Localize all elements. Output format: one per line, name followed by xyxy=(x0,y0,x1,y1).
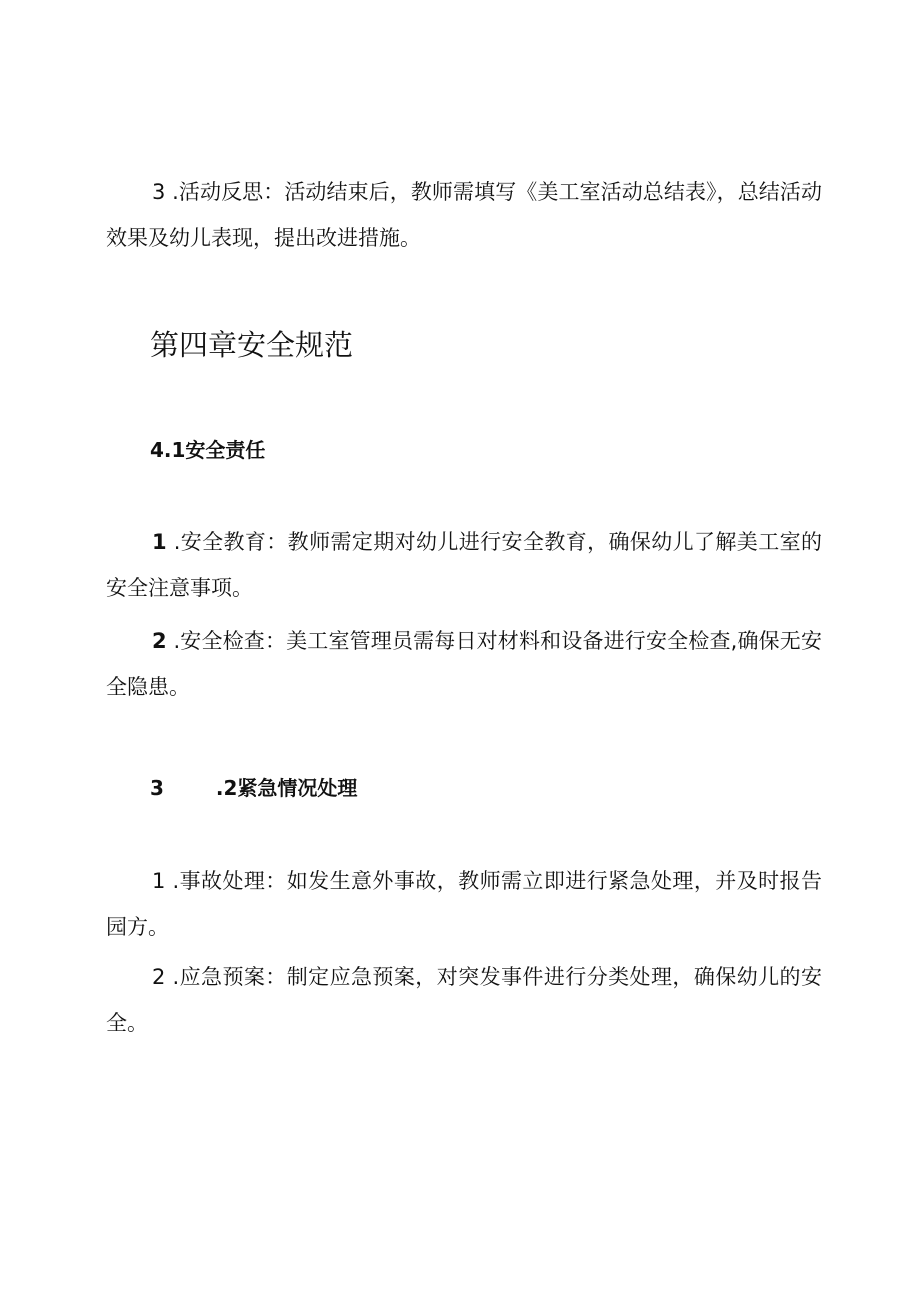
section-number: 3 xyxy=(150,776,164,800)
item-number: 2 xyxy=(152,965,166,989)
paragraph-safety-inspection xyxy=(106,618,822,710)
section-title-safety-responsibility: 4.1安全责任 xyxy=(150,438,266,462)
item-text: .活动反思：活动结束后，教师需填写《美工室活动总结表》，总结活动效果及幼儿表现，提出改进措施。 xyxy=(106,180,822,250)
item-text: .安全教育：教师需定期对幼儿进行安全教育，确保幼儿了解美工室的安全注意事项。 xyxy=(106,530,822,600)
item-number: 2 xyxy=(152,629,167,653)
paragraph-safety-education xyxy=(106,519,822,611)
paragraph-accident-handling xyxy=(106,858,822,950)
section-title-emergency-handling xyxy=(150,773,357,803)
paragraph-activity-reflection xyxy=(106,169,822,261)
item-number: 3 xyxy=(152,180,166,204)
paragraph-emergency-plan xyxy=(106,954,822,1046)
item-number: 1 xyxy=(152,869,166,893)
item-number: 1 xyxy=(152,530,167,554)
item-text: .事故处理：如发生意外事故，教师需立即进行紧急处理，并及时报告园方。 xyxy=(106,869,822,939)
item-text: .安全检查：美工室管理员需每日对材料和设备进行安全检查,确保无安全隐患。 xyxy=(106,629,822,699)
chapter-title: 第四章安全规范 xyxy=(150,328,354,362)
item-text: .应急预案：制定应急预案，对突发事件进行分类处理，确保幼儿的安全。 xyxy=(106,965,822,1035)
section-title-text: .2紧急情况处理 xyxy=(215,776,358,800)
